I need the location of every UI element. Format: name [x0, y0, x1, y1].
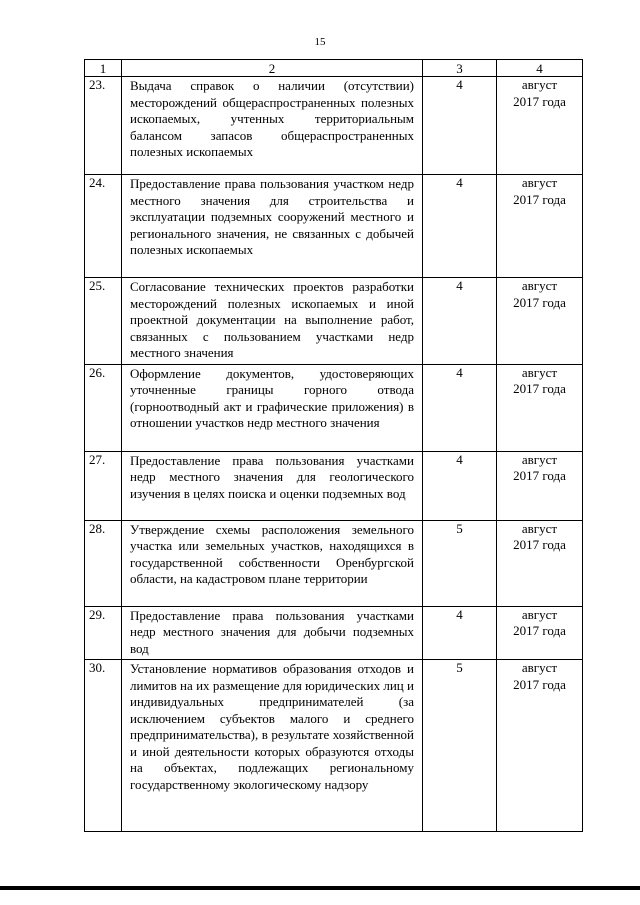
- bottom-border-line: [0, 886, 640, 890]
- deadline-year: 2017 года: [513, 294, 566, 310]
- row-number: 28.: [85, 520, 122, 606]
- days-value: 5: [423, 520, 497, 606]
- table-header-row: [85, 60, 583, 77]
- days-value: 4: [423, 451, 497, 520]
- deadline-month: август: [521, 77, 558, 92]
- table-row: [85, 175, 583, 278]
- days-value: 4: [423, 606, 497, 660]
- days-value: 4: [423, 364, 497, 451]
- deadline-year: 2017 года: [513, 676, 566, 692]
- column-header-number: 1: [85, 60, 122, 77]
- days-value: 4: [423, 175, 497, 278]
- row-number: 29.: [85, 606, 122, 660]
- deadline: [497, 660, 583, 832]
- deadline: [497, 606, 583, 660]
- deadline-year: 2017 года: [513, 191, 566, 207]
- deadline: [497, 364, 583, 451]
- deadline-year: 2017 года: [513, 381, 566, 396]
- deadline: [497, 520, 583, 606]
- table-row: [85, 660, 583, 832]
- service-name: Согласование технических проектов разработки месторождений полезных ископаемых и иной проектной документации на выполнение работ, связанных с пользованием участками недр местного значения: [122, 278, 423, 365]
- deadline-month: август: [521, 175, 558, 190]
- deadline: [497, 278, 583, 365]
- days-value: 5: [423, 660, 497, 832]
- deadline-month: август: [521, 520, 558, 536]
- deadline-year: 2017 года: [513, 623, 566, 638]
- row-number: 30.: [85, 660, 122, 832]
- page-number: 15: [314, 36, 326, 48]
- row-number: 24.: [85, 175, 122, 278]
- deadline-year: 2017 года: [513, 93, 566, 109]
- days-value: 4: [423, 278, 497, 365]
- row-number: 23.: [85, 77, 122, 175]
- deadline-month: август: [521, 606, 558, 622]
- table-row: [85, 520, 583, 606]
- row-number: 25.: [85, 278, 122, 365]
- deadline: [497, 77, 583, 175]
- deadline-year: 2017 года: [513, 468, 566, 483]
- deadline: [497, 451, 583, 520]
- column-header-deadline: 4: [497, 60, 583, 77]
- service-name: Оформление документов, удостоверяющих уточненные границы горного отвода (горноотводный акт и графические приложения) в отношении участков недр местного значения: [122, 364, 423, 451]
- deadline: [497, 175, 583, 278]
- deadline-month: август: [521, 278, 558, 293]
- days-value: 4: [423, 77, 497, 175]
- deadline-year: 2017 года: [513, 537, 566, 552]
- table-row: [85, 364, 583, 451]
- table-row: [85, 77, 583, 175]
- row-number: 27.: [85, 451, 122, 520]
- table-row: [85, 451, 583, 520]
- row-number: 26.: [85, 364, 122, 451]
- column-header-service: 2: [122, 60, 423, 77]
- deadline-month: август: [521, 451, 558, 467]
- service-name: Утверждение схемы расположения земельного участка или земельных участков, находящихся в государственной собственности Оренбургской области, на кадастровом плане территории: [122, 520, 423, 606]
- services-table: [84, 59, 583, 832]
- service-name: Установление нормативов образования отходов и лимитов на их размещение для юридических лиц и индивидуальных предпринимателей (за исключением субъектов малого и среднего предпринимательства), в результате хозяйственной и иной деятельности которых образуются отходы на объектах, подлежащих региональному государственному экологическому надзору: [122, 660, 423, 832]
- column-header-days: 3: [423, 60, 497, 77]
- service-name: Выдача справок о наличии (отсутствии) месторождений общераспространенных полезных ископаемых, учтенных территориальным балансом запасов общераспространенных полезных ископаемых: [122, 77, 423, 175]
- service-name: Предоставление права пользования участками недр местного значения для добычи подземных вод: [122, 606, 423, 660]
- table-row: [85, 278, 583, 365]
- table-row: [85, 606, 583, 660]
- service-name: Предоставление права пользования участками недр местного значения для геологического изучения в целях поиска и оценки подземных вод: [122, 451, 423, 520]
- service-name: Предоставление права пользования участком недр местного значения для строительства и эксплуатации подземных сооружений местного и регионального значения, не связанных с добычей полезных ископаемых: [122, 175, 423, 278]
- deadline-month: август: [521, 364, 558, 380]
- deadline-month: август: [521, 660, 558, 675]
